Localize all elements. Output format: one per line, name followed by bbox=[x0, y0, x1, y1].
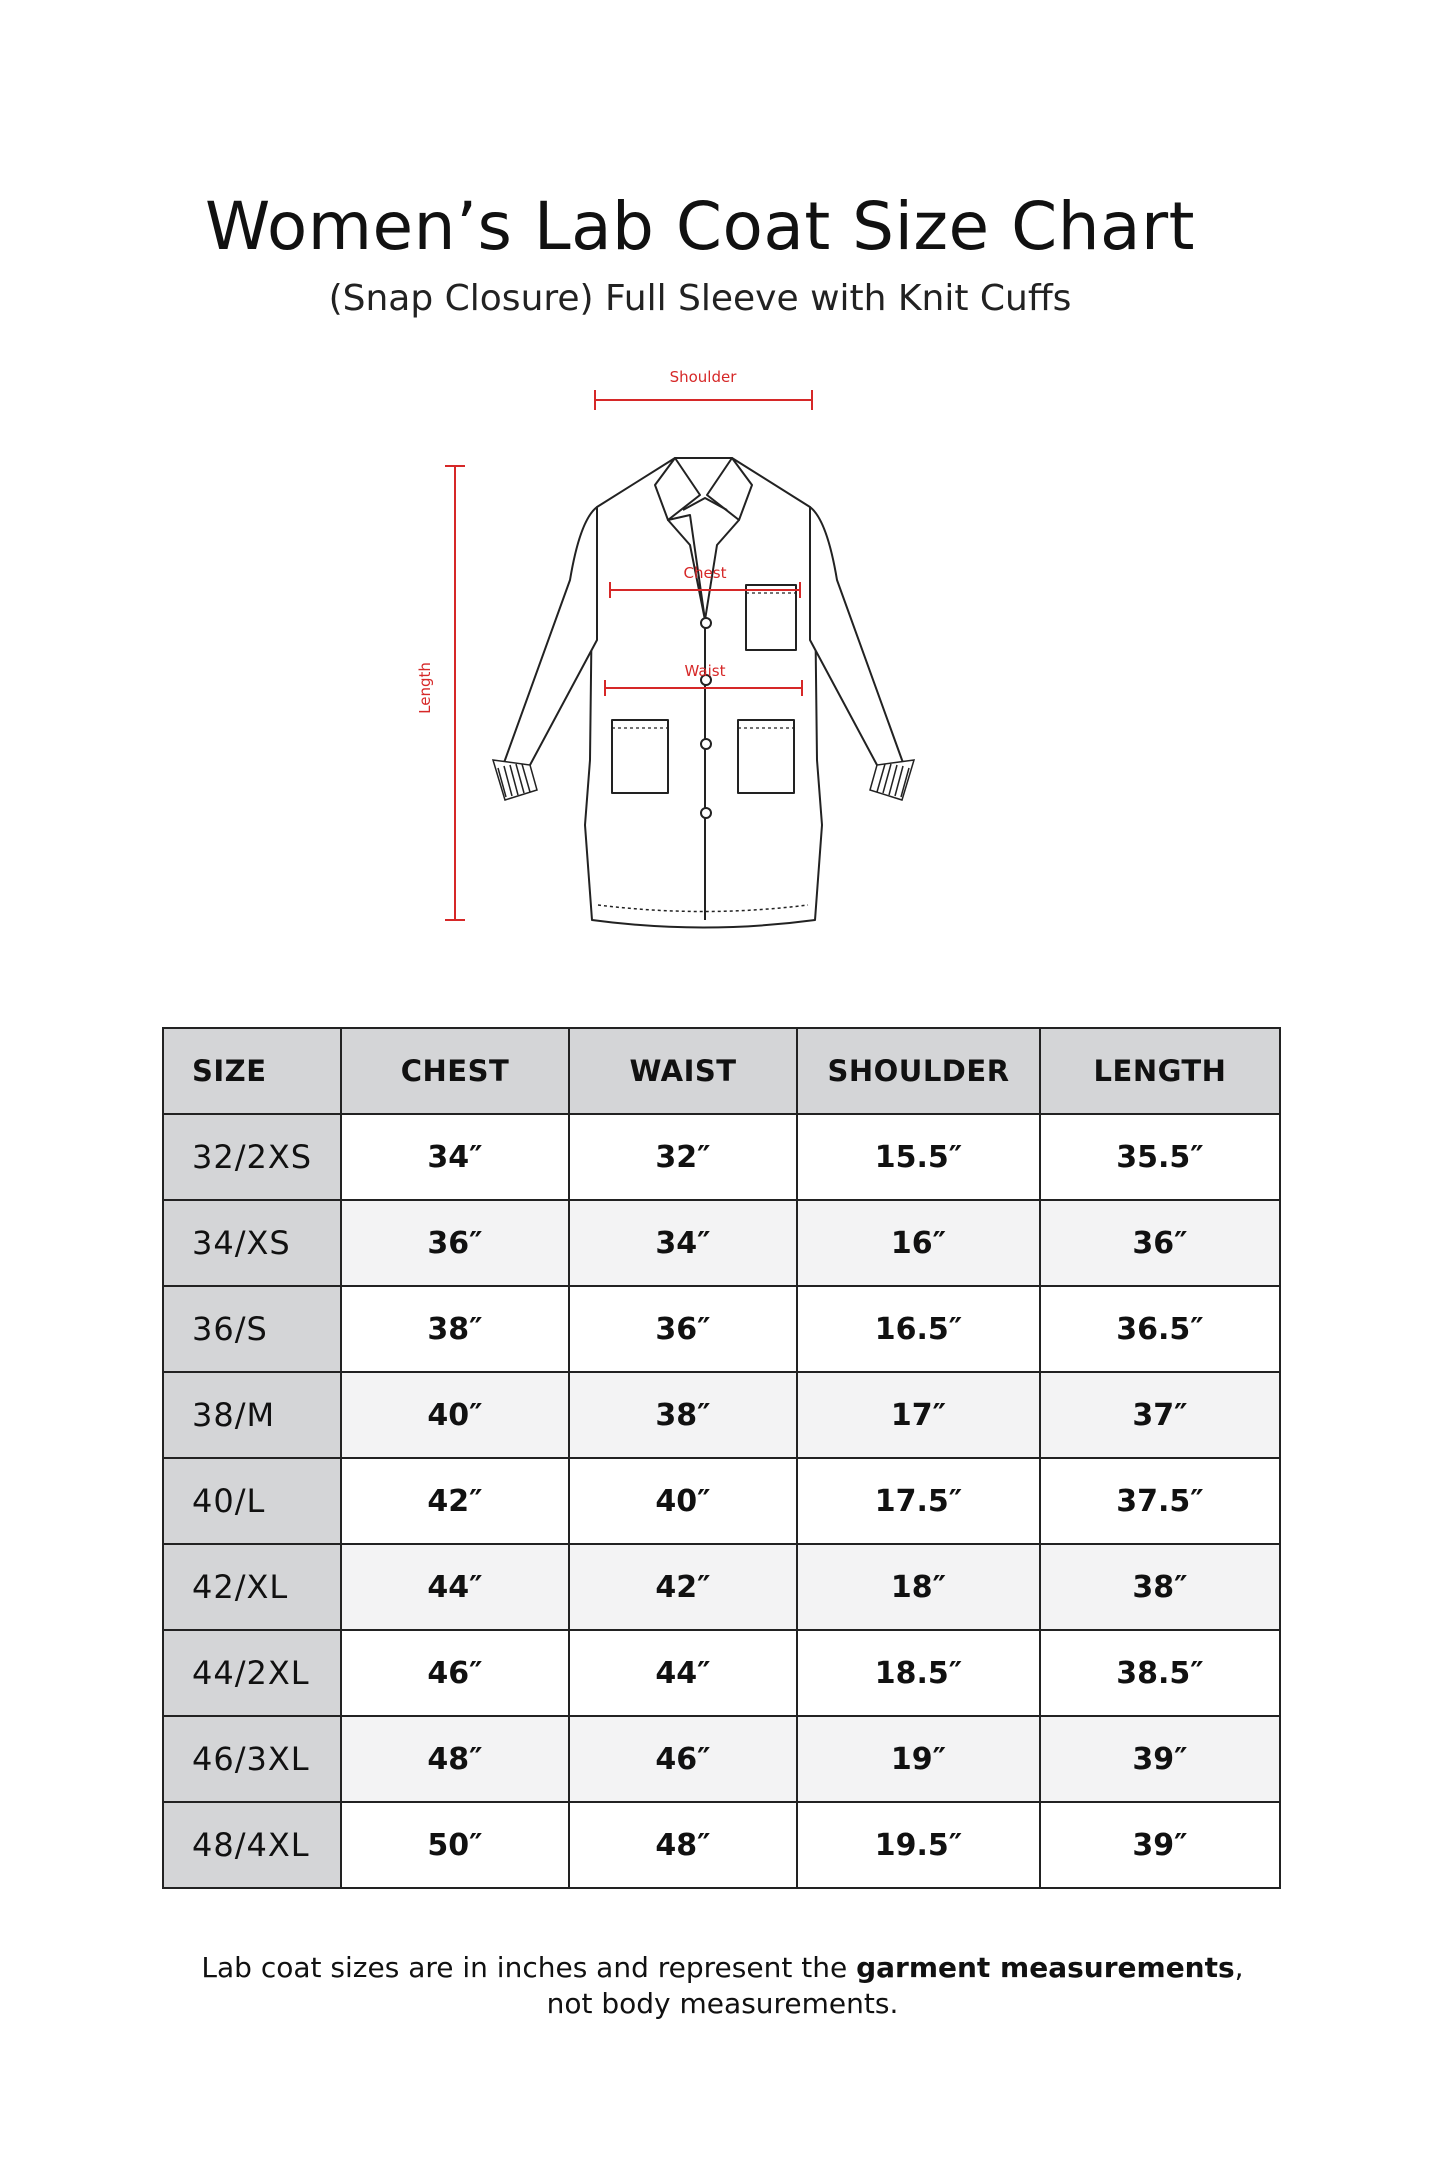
length-cell: 38.5″ bbox=[1040, 1630, 1280, 1716]
size-cell: 44/2XL bbox=[163, 1630, 341, 1716]
size-cell: 34/XS bbox=[163, 1200, 341, 1286]
shoulder-cell: 19.5″ bbox=[797, 1802, 1040, 1888]
size-cell: 38/M bbox=[163, 1372, 341, 1458]
shoulder-cell: 18″ bbox=[797, 1544, 1040, 1630]
knit-cuff-right bbox=[870, 760, 914, 800]
footnote-line-1 bbox=[0, 1950, 1445, 1986]
footnote-prefix: Lab coat sizes are in inches and represent the bbox=[201, 1951, 857, 1984]
table-row bbox=[163, 1286, 1280, 1372]
chest-cell: 44″ bbox=[341, 1544, 569, 1630]
header-waist: WAIST bbox=[569, 1028, 797, 1114]
table-row bbox=[163, 1802, 1280, 1888]
size-cell: 32/2XS bbox=[163, 1114, 341, 1200]
page-subtitle: (Snap Closure) Full Sleeve with Knit Cuffs bbox=[328, 278, 1072, 319]
shoulder-cell: 17.5″ bbox=[797, 1458, 1040, 1544]
table-row bbox=[163, 1458, 1280, 1544]
length-cell: 38″ bbox=[1040, 1544, 1280, 1630]
page-title: Women’s Lab Coat Size Chart bbox=[204, 188, 1196, 265]
lab-coat-diagram bbox=[0, 0, 1445, 960]
chest-cell: 36″ bbox=[341, 1200, 569, 1286]
shoulder-label: Shoulder bbox=[669, 368, 737, 386]
waist-cell: 48″ bbox=[569, 1802, 797, 1888]
table-row bbox=[163, 1716, 1280, 1802]
header-shoulder: SHOULDER bbox=[797, 1028, 1040, 1114]
waist-cell: 44″ bbox=[569, 1630, 797, 1716]
size-chart-table bbox=[162, 1027, 1281, 1889]
length-cell: 36.5″ bbox=[1040, 1286, 1280, 1372]
length-cell: 36″ bbox=[1040, 1200, 1280, 1286]
length-measure bbox=[445, 466, 465, 920]
length-label: Length bbox=[416, 662, 434, 714]
size-cell: 40/L bbox=[163, 1458, 341, 1544]
shoulder-cell: 17″ bbox=[797, 1372, 1040, 1458]
waist-cell: 36″ bbox=[569, 1286, 797, 1372]
waist-cell: 38″ bbox=[569, 1372, 797, 1458]
chest-label: Chest bbox=[683, 564, 727, 582]
shoulder-cell: 15.5″ bbox=[797, 1114, 1040, 1200]
table-row bbox=[163, 1372, 1280, 1458]
header-chest: CHEST bbox=[341, 1028, 569, 1114]
waist-cell: 34″ bbox=[569, 1200, 797, 1286]
footnote-line-2: not body measurements. bbox=[546, 1987, 899, 2020]
waist-cell: 40″ bbox=[569, 1458, 797, 1544]
shoulder-cell: 18.5″ bbox=[797, 1630, 1040, 1716]
length-cell: 37″ bbox=[1040, 1372, 1280, 1458]
header-length: LENGTH bbox=[1040, 1028, 1280, 1114]
knit-cuff-left bbox=[493, 760, 537, 800]
coat-outline bbox=[498, 458, 909, 928]
chest-cell: 48″ bbox=[341, 1716, 569, 1802]
header-size: SIZE bbox=[163, 1028, 341, 1114]
chest-cell: 38″ bbox=[341, 1286, 569, 1372]
size-cell: 36/S bbox=[163, 1286, 341, 1372]
shoulder-cell: 16″ bbox=[797, 1200, 1040, 1286]
table-row bbox=[163, 1200, 1280, 1286]
waist-cell: 42″ bbox=[569, 1544, 797, 1630]
chest-cell: 46″ bbox=[341, 1630, 569, 1716]
table-header-row bbox=[163, 1028, 1280, 1114]
chest-cell: 40″ bbox=[341, 1372, 569, 1458]
size-cell: 48/4XL bbox=[163, 1802, 341, 1888]
table-row bbox=[163, 1114, 1280, 1200]
footnote bbox=[0, 1950, 1445, 2022]
table-row bbox=[163, 1630, 1280, 1716]
length-cell: 37.5″ bbox=[1040, 1458, 1280, 1544]
size-cell: 46/3XL bbox=[163, 1716, 341, 1802]
table-row bbox=[163, 1544, 1280, 1630]
shoulder-cell: 16.5″ bbox=[797, 1286, 1040, 1372]
length-cell: 39″ bbox=[1040, 1802, 1280, 1888]
shoulder-cell: 19″ bbox=[797, 1716, 1040, 1802]
length-cell: 39″ bbox=[1040, 1716, 1280, 1802]
length-cell: 35.5″ bbox=[1040, 1114, 1280, 1200]
chest-cell: 42″ bbox=[341, 1458, 569, 1544]
waist-label: Waist bbox=[684, 662, 726, 680]
footnote-suffix: , bbox=[1234, 1951, 1244, 1984]
chest-cell: 50″ bbox=[341, 1802, 569, 1888]
waist-cell: 46″ bbox=[569, 1716, 797, 1802]
shoulder-measure bbox=[595, 390, 812, 410]
size-cell: 42/XL bbox=[163, 1544, 341, 1630]
chest-cell: 34″ bbox=[341, 1114, 569, 1200]
waist-cell: 32″ bbox=[569, 1114, 797, 1200]
footnote-emphasis: garment measurements bbox=[856, 1951, 1235, 1984]
